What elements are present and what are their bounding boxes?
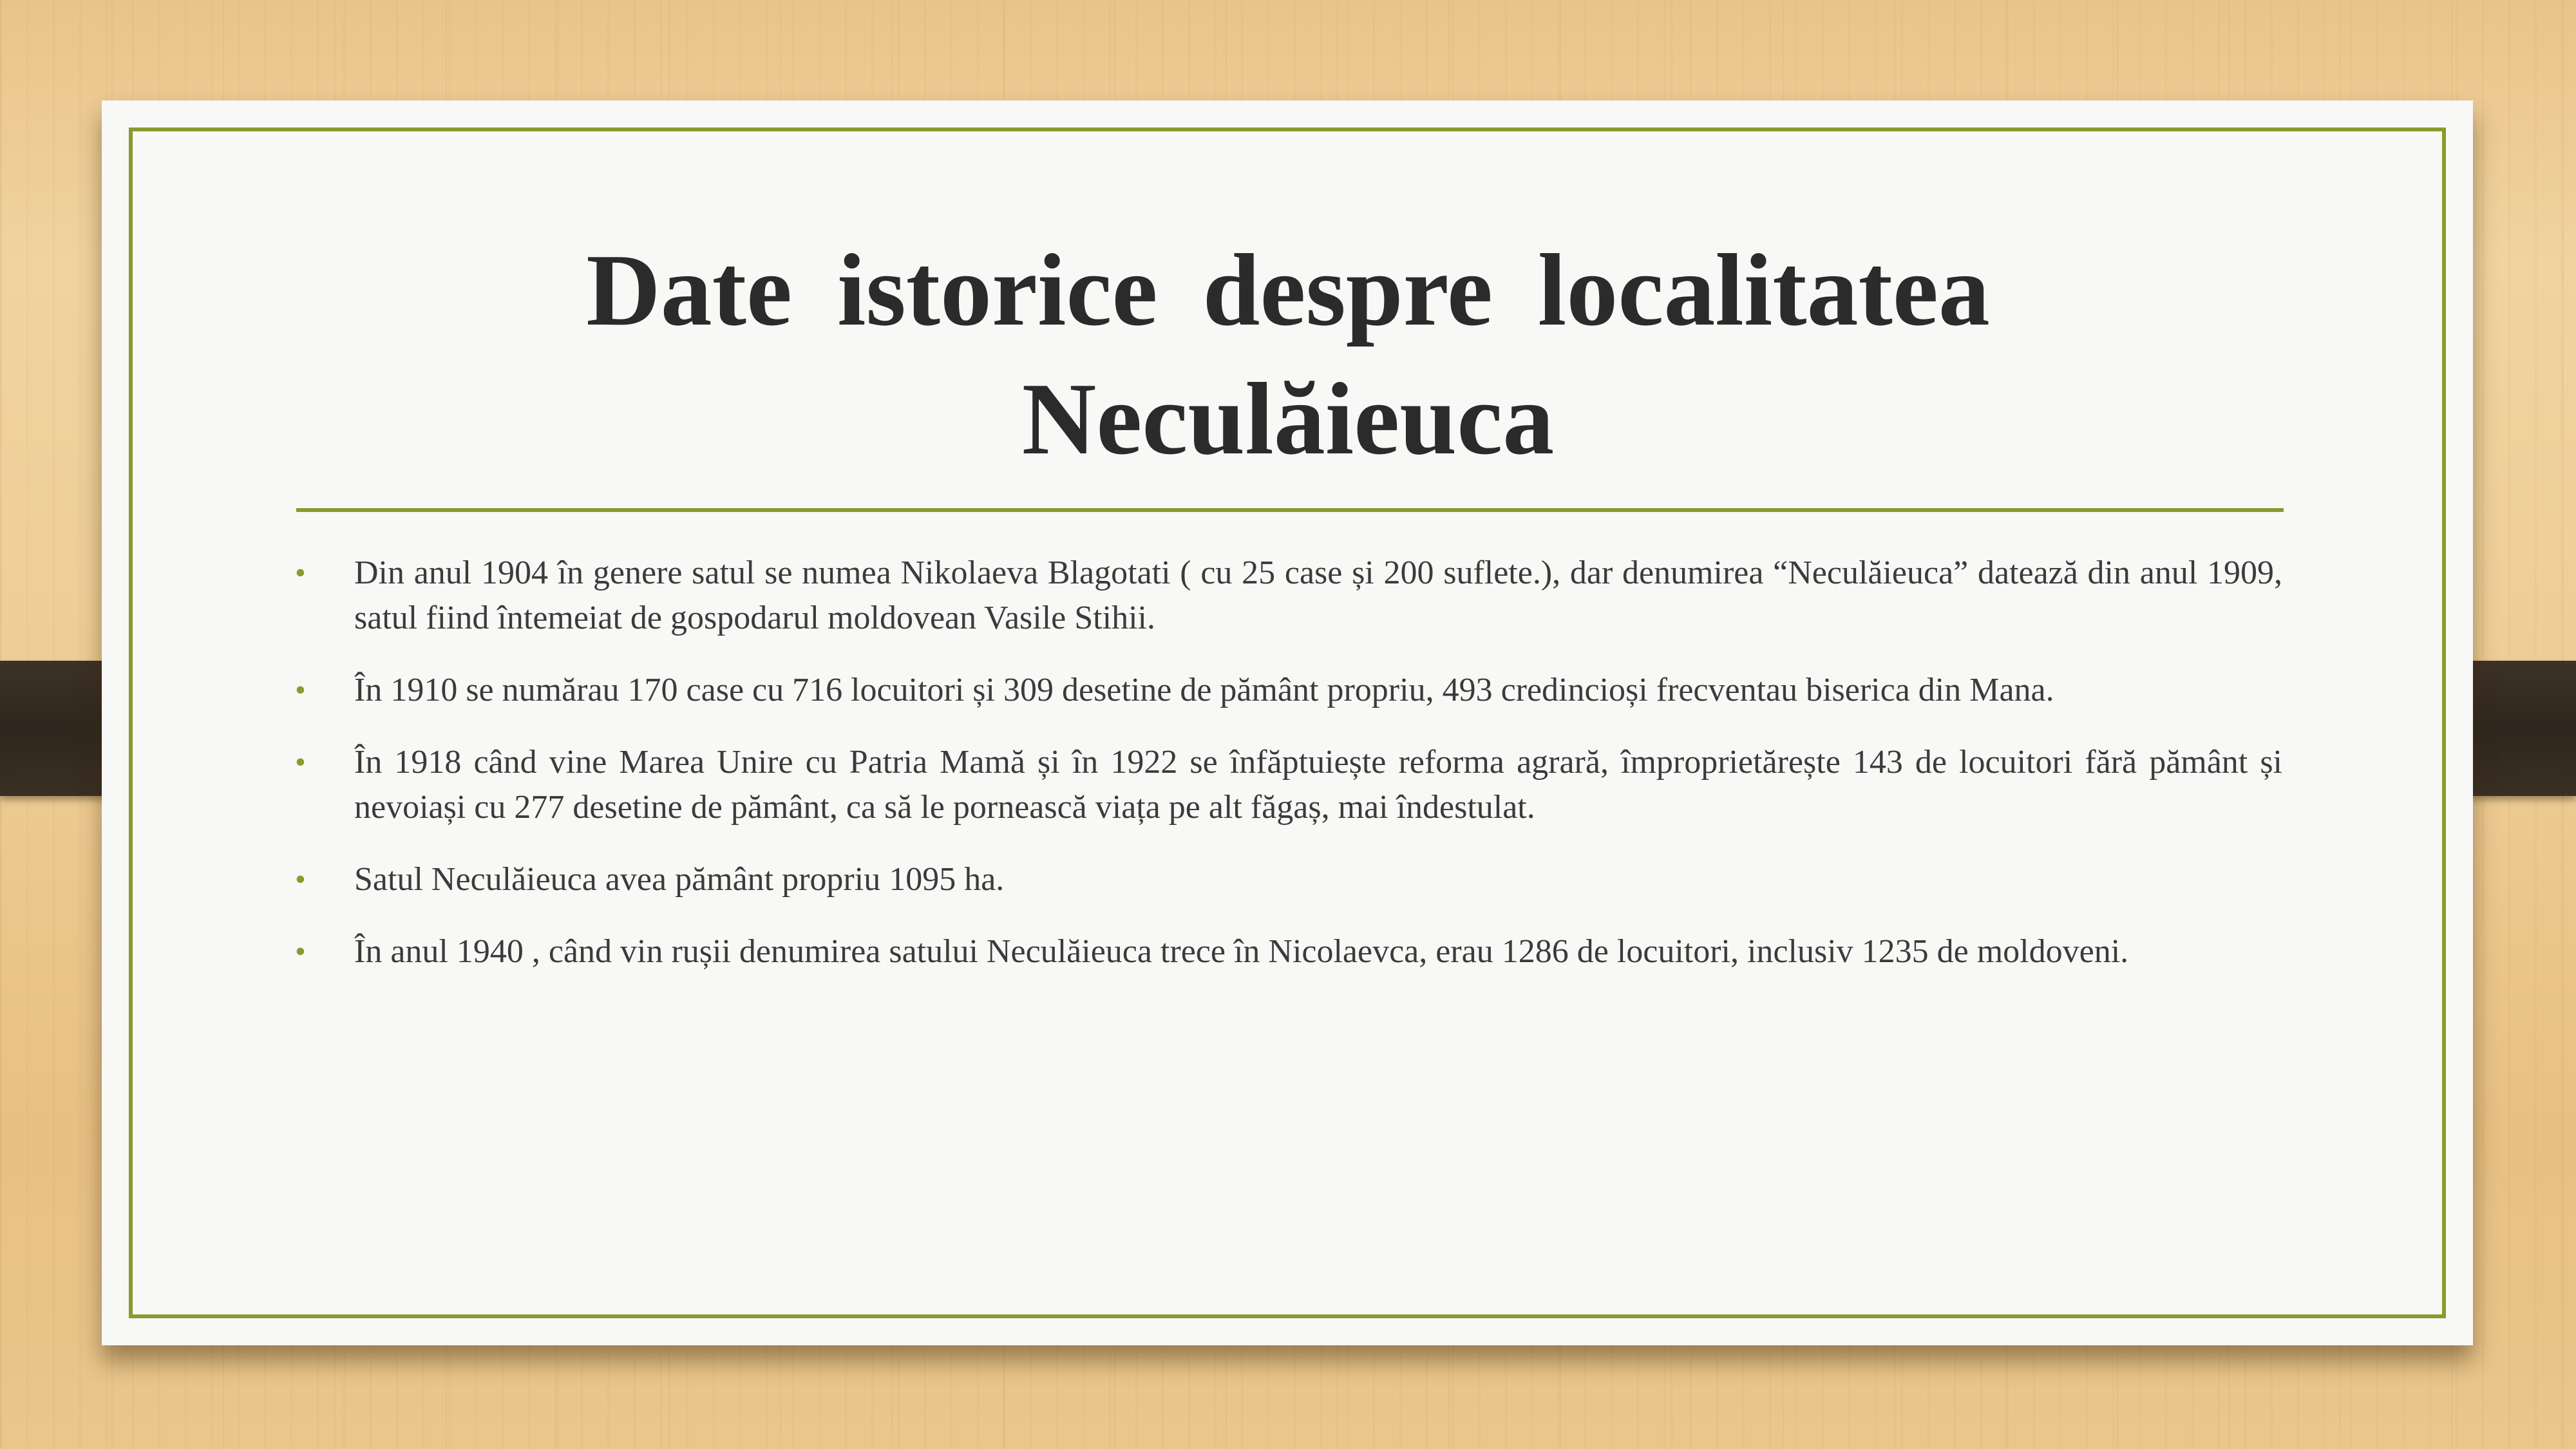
bullet-dot-icon: •: [295, 673, 306, 707]
bullet-text: În anul 1940 , când vin rușii denumirea satului Neculăieuca trece în Nicolaevca, erau 1286 de locuitori, inclusiv 1235 de moldoveni.: [354, 933, 2129, 970]
slide-title: [399, 225, 2177, 483]
bullet-item: [295, 857, 2282, 902]
bullet-item: [295, 929, 2282, 974]
bullet-text: În 1918 când vine Marea Unire cu Patria Mamă și în 1922 se înfăptuiește reforma agrară, împroprietărește 143 de locuitori fără pământ și nevoiași cu 277 desetine de pământ, ca să le pornească viața pe alt făgaș, mai îndestulat.: [354, 744, 2282, 826]
bullet-dot-icon: •: [295, 934, 306, 969]
bullet-dot-icon: •: [295, 556, 306, 590]
bullet-dot-icon: •: [295, 745, 306, 779]
bullet-item: [295, 551, 2282, 641]
slide-title-line-1: Date istorice despre localitatea: [586, 232, 1990, 347]
title-divider: [296, 508, 2284, 512]
bullet-item: [295, 668, 2282, 713]
bullet-item: [295, 740, 2282, 830]
bullet-list: [295, 551, 2282, 1001]
bullet-dot-icon: •: [295, 862, 306, 896]
bullet-text: În 1910 se numărau 170 case cu 716 locuitori și 309 desetine de pământ propriu, 493 credincioși frecventau biserica din Mana.: [354, 672, 2054, 708]
slide-title-line-2: Neculăieuca: [1021, 361, 1555, 476]
bullet-text: Din anul 1904 în genere satul se numea Nikolaeva Blagotati ( cu 25 case și 200 suflete.), dar denumirea “Neculăieuca” datează din anul 1909, satul fiind întemeiat de gospodarul moldovean Vasile Stihii.: [354, 554, 2282, 636]
bullet-text: Satul Neculăieuca avea pământ propriu 1095 ha.: [354, 861, 1005, 898]
